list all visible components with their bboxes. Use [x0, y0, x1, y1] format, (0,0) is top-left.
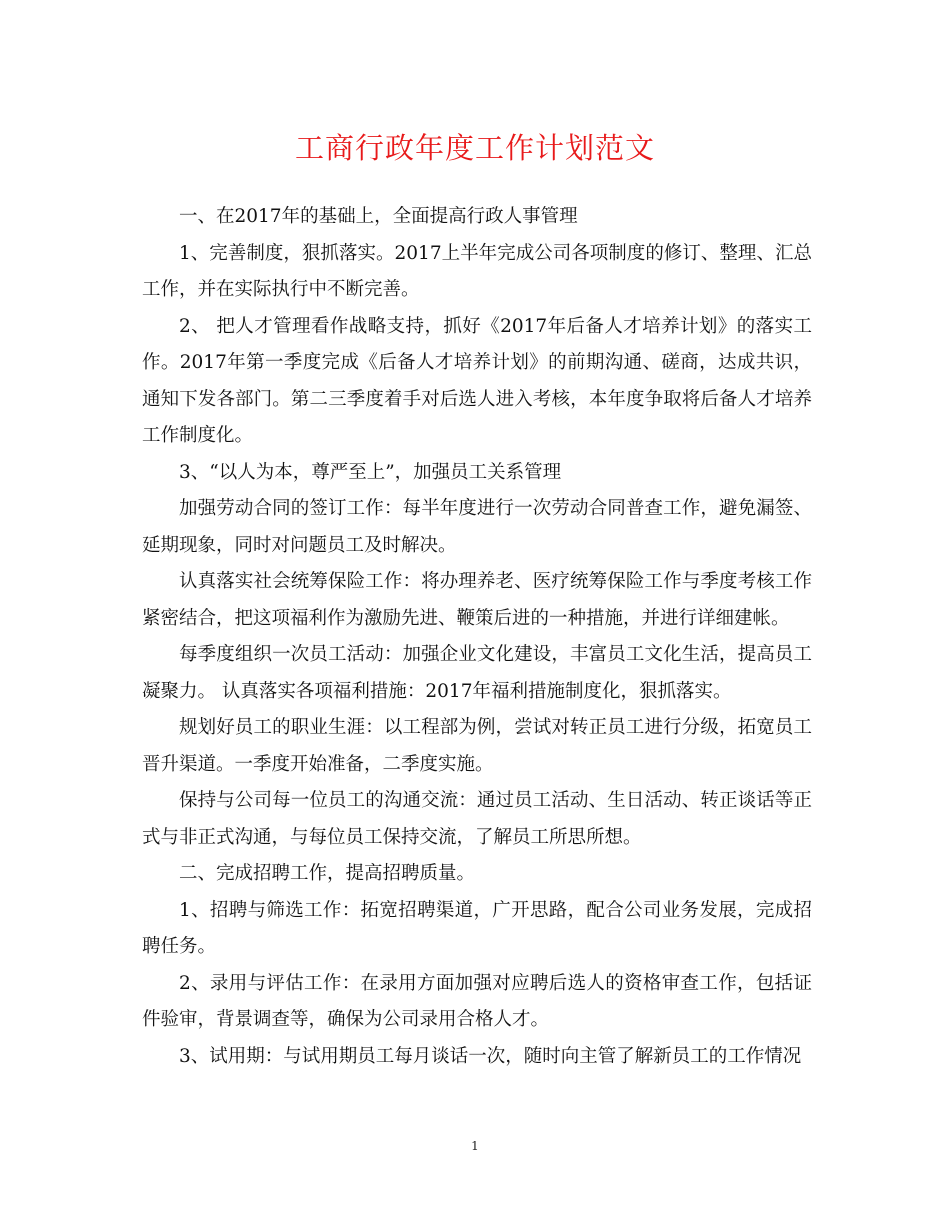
paragraph-10: 2、录用与评估工作：在录用方面加强对应聘后选人的资格审查工作，包括证件验审，背景调查等，确保为公司录用合格人才。 — [142, 972, 812, 1030]
paragraph-8: 保持与公司每一位员工的沟通交流：通过员工活动、生日活动、转正谈话等正式与非正式沟通，与每位员工保持交流，了解员工所思所想。 — [142, 790, 812, 848]
section-heading-1: 一、在2017年的基础上，全面提高行政人事管理 — [179, 206, 578, 227]
paragraph-4: 加强劳动合同的签订工作：每半年度进行一次劳动合同普查工作，避免漏签、延期现象，同时对问题员工及时解决。 — [142, 498, 812, 556]
document-title: 工商行政年度工作计划范文 — [294, 131, 655, 165]
page-number: 1 — [471, 1139, 479, 1153]
paragraph-7: 规划好员工的职业生涯：以工程部为例，尝试对转正员工进行分级，拓宽员工晋升渠道。一季度开始准备，二季度实施。 — [142, 717, 812, 775]
paragraph-5: 认真落实社会统筹保险工作：将办理养老、医疗统筹保险工作与季度考核工作紧密结合，把这项福利作为激励先进、鞭策后进的一种措施，并进行详细建帐。 — [142, 571, 812, 629]
paragraph-6: 每季度组织一次员工活动：加强企业文化建设，丰富员工文化生活，提高员工凝聚力。 认真落实各项福利措施：2017年福利措施制度化，狠抓落实。 — [142, 644, 812, 702]
section-heading-2: 二、完成招聘工作，提高招聘质量。 — [179, 863, 476, 884]
paragraph-1: 1、完善制度，狠抓落实。2017上半年完成公司各项制度的修订、整理、汇总工作，并在实际执行中不断完善。 — [142, 242, 812, 300]
paragraph-3: 3、“以人为本，尊严至上”，加强员工关系管理 — [179, 461, 562, 483]
paragraph-11: 3、试用期：与试用期员工每月谈话一次，随时向主管了解新员工的工作情况 — [179, 1045, 802, 1067]
paragraph-9: 1、招聘与筛选工作：拓宽招聘渠道，广开思路，配合公司业务发展，完成招聘任务。 — [142, 899, 812, 957]
document-body — [142, 199, 812, 1075]
paragraph-2: 2、 把人才管理看作战略支持，抓好《2017年后备人才培养计划》的落实工作。2017年第一季度完成《后备人才培养计划》的前期沟通、磋商，达成共识，通知下发各部门。第二三季度着手对后选人进入考核，本年度争取将后备人才培养工作制度化。 — [142, 315, 812, 446]
